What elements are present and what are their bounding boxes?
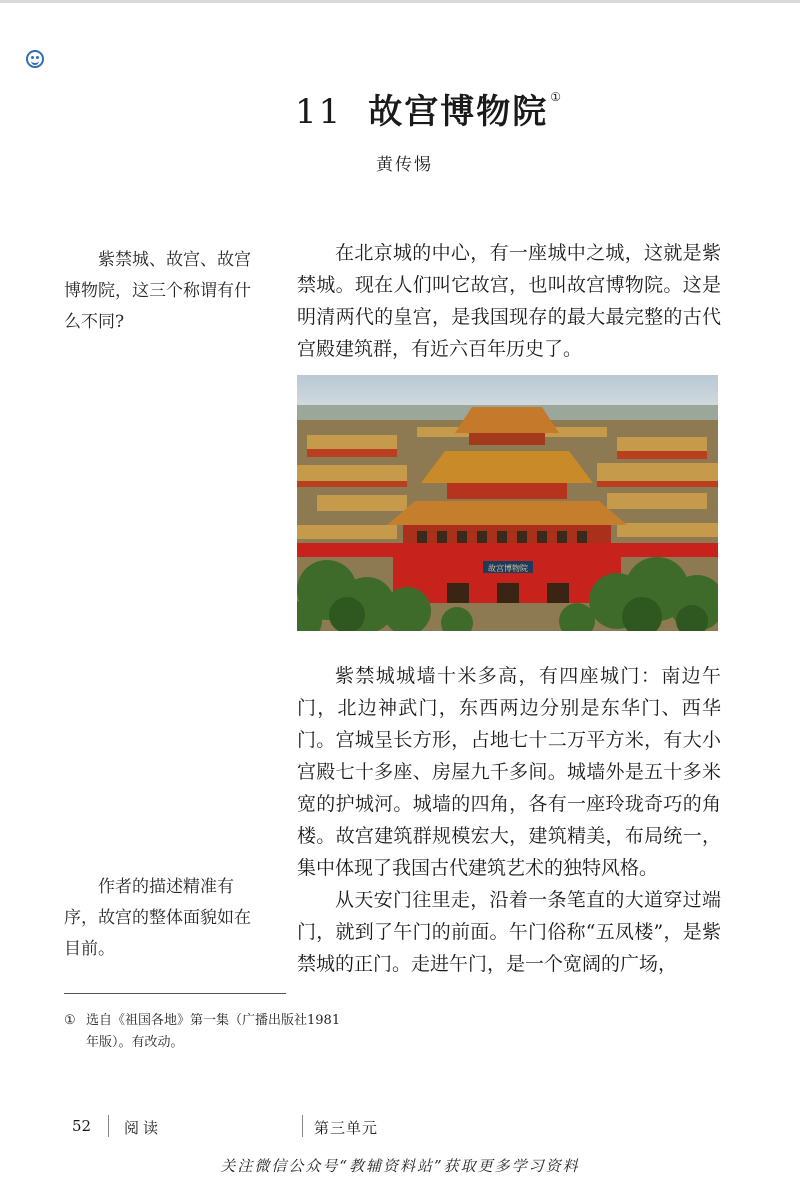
forbidden-city-photo xyxy=(297,375,718,631)
paragraph-text: 紫禁城城墙十米多高，有四座城门：南边午门，北边神武门，东西两边分别是东华门、西华门。宫城呈长方形，占地七十二万平方米，有大小宫殿七十多座、房屋九千多间。城墙外是五十多米宽的护城河。城墙的四角，各有一座玲珑奇巧的角楼。故宫建筑群规模宏大，建筑精美，布局统一，集中体现了我国古代建筑艺术的独特风格。 xyxy=(297,665,721,879)
unit-label: 第三单元 xyxy=(314,1119,379,1137)
footnote-line-2: 年版）。有改动。 xyxy=(86,1035,184,1050)
side-note-text: 紫禁城、故宫、故宫博物院，这三个称谓有什么不同? xyxy=(64,250,251,332)
lesson-title xyxy=(295,84,563,133)
author-name: 黄传惕 xyxy=(376,155,433,175)
section-label: 阅读 xyxy=(124,1119,163,1137)
lesson-number: 11 xyxy=(295,92,343,132)
page-number: 52 xyxy=(72,1117,92,1135)
paragraph-text: 在北京城的中心，有一座城中之城，这就是紫禁城。现在人们叫它故宫，也叫故宫博物院。这是明清两代的皇宫，是我国现存的最大最完整的古代宫殿建筑群，有近六百年历史了。 xyxy=(297,242,721,360)
footer-divider xyxy=(108,1115,109,1137)
side-note-text: 作者的描述精准有序，故宫的整体面貌如在目前。 xyxy=(64,877,251,959)
side-note-question xyxy=(64,245,254,338)
footer-divider xyxy=(302,1115,303,1137)
paragraph-1 xyxy=(297,237,721,365)
footnote xyxy=(64,1010,394,1054)
top-rule xyxy=(0,0,800,3)
footnote-rule xyxy=(64,993,286,994)
footnote-mark: ① xyxy=(64,1013,76,1028)
smiley-icon xyxy=(26,50,44,68)
side-note-comment xyxy=(64,872,254,965)
lesson-title-text: 故宫博物院 xyxy=(368,92,549,132)
watermark-text: 关注微信公众号“教辅资料站”获取更多学习资料 xyxy=(220,1157,580,1175)
photo-plaque: 故宫博物院 xyxy=(488,564,528,573)
footnote-line-1: 选自《祖国各地》第一集（广播出版社1981 xyxy=(86,1013,341,1028)
paragraph-text: 从天安门往里走，沿着一条笔直的大道穿过端门，就到了午门的前面。午门俗称“五凤楼”，是紫禁城的正门。走进午门，是一个宽阔的广场， xyxy=(297,889,721,975)
paragraphs-2-3 xyxy=(297,660,721,980)
footnote-reference: ① xyxy=(550,90,564,104)
